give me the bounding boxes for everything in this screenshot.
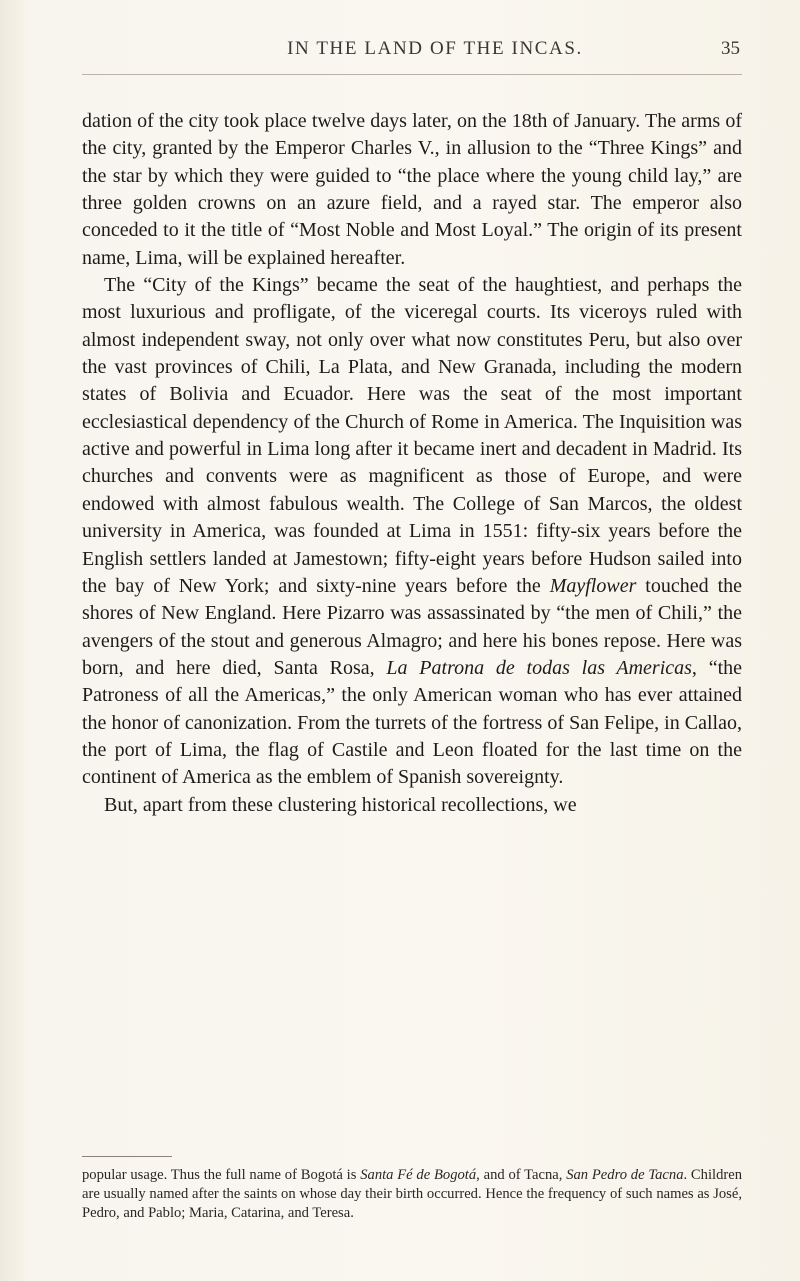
footnote-tacna-name: San Pedro de Tacna (566, 1167, 684, 1183)
footnote-part-c: . Children are usually named after the saints on whose day their birth occurred. Hence the frequency of such names as José, Pedro, and Pablo; Maria, Catarina, and Teresa. (82, 1167, 743, 1221)
paragraph-2 (82, 272, 742, 792)
paragraph-2-part-c: , “the Patroness of all the Americas,” the only American woman who has ever attained the honor of canonization. From the turrets of the fortress of San Felipe, in Callao, the port of Lima, the flag of Castile and Leon floated for the last time on the continent of America as the emblem of Spanish sovereignty. (82, 656, 742, 789)
page-header (140, 38, 740, 66)
footnote-bogota-name: Santa Fé de Bogotá (360, 1167, 477, 1183)
paragraph-2-part-a: The “City of the Kings” became the seat of the haughtiest, and perhaps the most luxurious and profligate, of the viceregal courts. Its viceroys ruled with almost independent sway, not only over what now constitutes Peru, but also over the vast provinces of Chili, La Plata, and New Granada, including the modern states of Bolivia and Ecuador. Here was the seat of the most important ecclesiastical dependency of the Church of Rome in America. The Inquisition was active and powerful in Lima long after it became inert and decadent in Madrid. Its churches and convents were as magnificent as those of Europe, and were endowed with almost fabulous wealth. The College of San Marcos, the oldest university in America, was founded at Lima in 1551: fifty-six years before the English settlers landed at Jamestown; fifty-eight years before Hudson sailed into the bay of New York; and sixty-nine years before the (82, 274, 742, 597)
footnote-part-a: popular usage. Thus the full name of Bogotá is (82, 1167, 361, 1183)
page-number: 35 (721, 38, 740, 59)
header-rule (82, 74, 742, 75)
paragraph-1 (82, 108, 742, 272)
paragraph-3-text: But, apart from these clustering historical recollections, we (104, 793, 577, 816)
ship-name: Mayflower (549, 574, 637, 597)
footnote-part-b: , and of Tacna, (476, 1167, 567, 1183)
body-text (82, 108, 742, 819)
saint-title: La Patrona de todas las Americas (386, 656, 692, 679)
paragraph-1-text: dation of the city took place twelve days later, on the 18th of January. The arms of the city, granted by the Emperor Charles V., in allusion to the “Three Kings” and the star by which they were guided to “the place where the young child lay,” are three golden crowns on an azure field, and a rayed star. The emperor also conceded to it the title of “Most Noble and Most Loyal.” The origin of its present name, Lima, will be explained hereafter. (82, 110, 742, 269)
footnote-divider (82, 1156, 172, 1157)
running-head: IN THE LAND OF THE INCAS. (287, 38, 583, 59)
paragraph-2-part-b: touched the shores of New England. Here Pizarro was assassinated by “the men of Chili,” the avengers of the stout and generous Almagro; and here his bones repose. Here was born, and here died, Santa Rosa, (82, 574, 742, 679)
footnote (82, 1166, 742, 1223)
paragraph-3 (82, 792, 742, 819)
